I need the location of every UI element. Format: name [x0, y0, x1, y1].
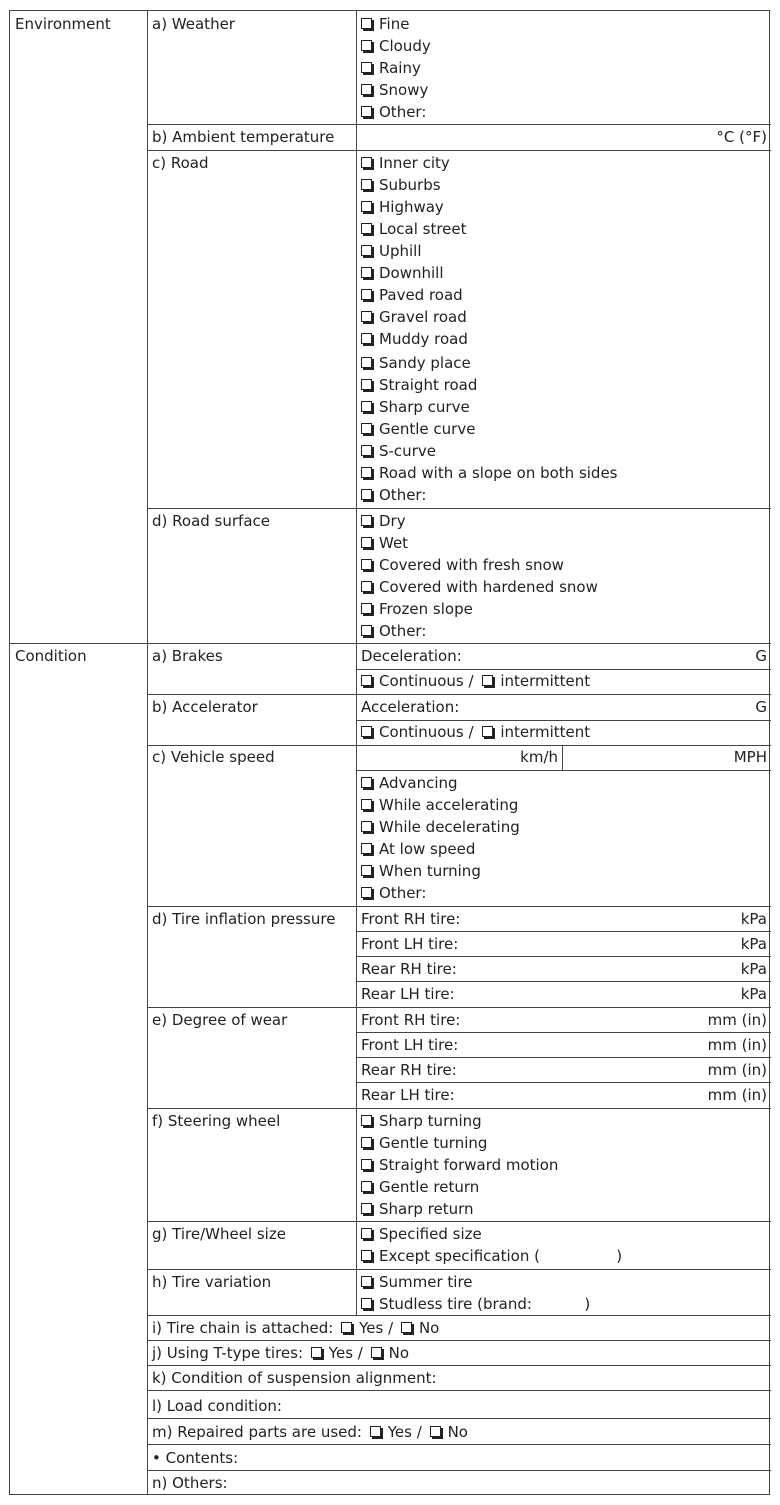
- yes-checkbox[interactable]: [370, 1426, 381, 1437]
- checkbox[interactable]: [361, 423, 372, 434]
- vehicle-speed-label: c) Vehicle speed: [152, 748, 275, 766]
- wear-rear-lh-field[interactable]: [357, 1083, 770, 1107]
- checkbox[interactable]: [361, 821, 372, 832]
- accelerator-label: b) Accelerator: [152, 698, 258, 716]
- checkbox[interactable]: [361, 289, 372, 300]
- tire-label: Rear RH tire:: [361, 1061, 457, 1079]
- inspection-form-table: [9, 10, 770, 1495]
- row-divider: [147, 1221, 771, 1222]
- road-option[interactable]: Paved road: [361, 284, 463, 306]
- wear-unit: mm (in): [707, 1061, 767, 1079]
- row-divider: [147, 1444, 771, 1445]
- wear-unit: mm (in): [707, 1036, 767, 1054]
- weather-option[interactable]: Other:: [361, 101, 426, 123]
- checkbox[interactable]: [361, 157, 372, 168]
- road-option[interactable]: S-curve: [361, 440, 436, 462]
- checkbox[interactable]: [361, 357, 372, 368]
- steering-option[interactable]: Sharp return: [361, 1198, 474, 1220]
- row-divider: [147, 1340, 771, 1341]
- brakes-label: a) Brakes: [152, 647, 223, 665]
- road-surface-label: d) Road surface: [152, 512, 270, 530]
- road-option[interactable]: Sharp curve: [361, 396, 470, 418]
- weather-option[interactable]: Snowy: [361, 79, 428, 101]
- suspension-alignment-label: k) Condition of suspension alignment:: [152, 1369, 437, 1387]
- vehicle-speed-option[interactable]: Other:: [361, 882, 426, 904]
- vehicle-speed-option[interactable]: At low speed: [361, 838, 475, 860]
- checkbox[interactable]: [361, 333, 372, 344]
- checkbox[interactable]: [361, 1276, 372, 1287]
- pressure-unit: kPa: [740, 935, 767, 953]
- tire-label: Front LH tire:: [361, 1036, 459, 1054]
- vehicle-speed-option[interactable]: When turning: [361, 860, 481, 882]
- road-surface-option[interactable]: Covered with fresh snow: [361, 554, 564, 576]
- row-divider: [147, 1470, 771, 1471]
- road-option[interactable]: Road with a slope on both sides: [361, 462, 618, 484]
- steering-wheel-label: f) Steering wheel: [152, 1112, 281, 1130]
- checkbox[interactable]: [361, 887, 372, 898]
- wear-front-lh-field[interactable]: [357, 1033, 770, 1057]
- checkbox[interactable]: [361, 40, 372, 51]
- checkbox[interactable]: [361, 515, 372, 526]
- checkbox[interactable]: [361, 489, 372, 500]
- checkbox[interactable]: [361, 1159, 372, 1170]
- tire-pressure-label: d) Tire inflation pressure: [152, 910, 336, 928]
- checkbox[interactable]: [361, 18, 372, 29]
- row-divider: [147, 1108, 771, 1109]
- row-divider: [147, 1269, 771, 1270]
- others-label: n) Others:: [152, 1474, 228, 1492]
- checkbox[interactable]: [361, 1298, 372, 1309]
- vehicle-speed-option[interactable]: While accelerating: [361, 794, 518, 816]
- row-divider: [147, 1315, 771, 1316]
- checkbox[interactable]: [361, 581, 372, 592]
- road-surface-option[interactable]: Other:: [361, 620, 426, 642]
- checkbox[interactable]: [361, 625, 372, 636]
- no-checkbox[interactable]: [401, 1322, 412, 1333]
- tire-wheel-size-label: g) Tire/Wheel size: [152, 1225, 286, 1243]
- checkbox[interactable]: [361, 401, 372, 412]
- checkbox[interactable]: [361, 379, 372, 390]
- tire-variation-label: h) Tire variation: [152, 1273, 272, 1291]
- weather-option[interactable]: Cloudy: [361, 35, 431, 57]
- weather-label: a) Weather: [152, 15, 235, 33]
- checkbox[interactable]: [361, 799, 372, 810]
- yes-checkbox[interactable]: [311, 1347, 322, 1358]
- tire-variation-option[interactable]: Studless tire (brand: ): [361, 1293, 590, 1315]
- road-option[interactable]: Sandy place: [361, 352, 471, 374]
- section-label-environment: Environment: [15, 15, 111, 33]
- section-label-condition: Condition: [15, 647, 87, 665]
- steering-option[interactable]: Sharp turning: [361, 1110, 482, 1132]
- road-option[interactable]: Inner city: [361, 152, 450, 174]
- column-divider: [147, 11, 148, 1495]
- road-label: c) Road: [152, 154, 209, 172]
- tire-size-option[interactable]: Specified size: [361, 1223, 482, 1245]
- checkbox[interactable]: [361, 1181, 372, 1192]
- repaired-parts-row: [152, 1421, 468, 1443]
- wear-rear-rh-field[interactable]: [357, 1058, 770, 1082]
- steering-option[interactable]: Straight forward motion: [361, 1154, 558, 1176]
- vehicle-speed-option[interactable]: While decelerating: [361, 816, 520, 838]
- checkbox[interactable]: [361, 106, 372, 117]
- checkbox[interactable]: [361, 1115, 372, 1126]
- checkbox[interactable]: [361, 245, 372, 256]
- no-checkbox[interactable]: [371, 1347, 382, 1358]
- road-surface-option[interactable]: Wet: [361, 532, 408, 554]
- no-label: No: [388, 1344, 410, 1362]
- no-label: No: [418, 1319, 440, 1337]
- tire-chain-row: [152, 1317, 439, 1339]
- road-option[interactable]: Straight road: [361, 374, 477, 396]
- speed-kmh-field[interactable]: [357, 746, 562, 770]
- checkbox[interactable]: [361, 467, 372, 478]
- brakes-mode: Continuous / intermittent: [361, 670, 590, 692]
- accelerator-mode: Continuous / intermittent: [361, 721, 590, 743]
- tire-label: Front RH tire:: [361, 1011, 461, 1029]
- checkbox[interactable]: [361, 201, 372, 212]
- steering-option[interactable]: Gentle turning: [361, 1132, 487, 1154]
- yes-label: Yes /: [387, 1423, 422, 1441]
- steering-option[interactable]: Gentle return: [361, 1176, 479, 1198]
- no-checkbox[interactable]: [430, 1426, 441, 1437]
- checkbox[interactable]: [361, 865, 372, 876]
- checkbox[interactable]: [361, 1137, 372, 1148]
- acceleration-unit: G: [755, 698, 767, 716]
- checkbox[interactable]: [361, 559, 372, 570]
- row-divider: [147, 508, 771, 509]
- tire-label: Rear RH tire:: [361, 960, 457, 978]
- continuous-checkbox[interactable]: [361, 726, 372, 737]
- yes-label: Yes /: [328, 1344, 363, 1362]
- row-divider: [147, 1365, 771, 1366]
- pressure-unit: kPa: [740, 960, 767, 978]
- pressure-unit: kPa: [740, 910, 767, 928]
- road-option[interactable]: Muddy road: [361, 328, 468, 350]
- road-surface-option[interactable]: Frozen slope: [361, 598, 473, 620]
- speed-mph-unit: MPH: [733, 748, 767, 766]
- t-type-row: [152, 1342, 409, 1364]
- checkbox[interactable]: [361, 1228, 372, 1239]
- acceleration-label: Acceleration:: [361, 698, 460, 716]
- weather-option[interactable]: Fine: [361, 13, 409, 35]
- road-option[interactable]: Highway: [361, 196, 444, 218]
- ambient-temperature-label: b) Ambient temperature: [152, 128, 335, 146]
- wear-unit: mm (in): [707, 1086, 767, 1104]
- checkbox[interactable]: [361, 179, 372, 190]
- acceleration-field[interactable]: [357, 695, 770, 719]
- checkbox[interactable]: [361, 84, 372, 95]
- checkbox[interactable]: [361, 777, 372, 788]
- tire-chain-label: i) Tire chain is attached:: [152, 1319, 334, 1337]
- tire-label: Front RH tire:: [361, 910, 461, 928]
- row-divider: [356, 770, 771, 771]
- road-option[interactable]: Downhill: [361, 262, 444, 284]
- wear-unit: mm (in): [707, 1011, 767, 1029]
- pressure-unit: kPa: [740, 985, 767, 1003]
- tire-label: Rear LH tire:: [361, 985, 455, 1003]
- road-option[interactable]: Local street: [361, 218, 467, 240]
- checkbox[interactable]: [361, 445, 372, 456]
- degree-of-wear-label: e) Degree of wear: [152, 1011, 288, 1029]
- yes-checkbox[interactable]: [341, 1322, 352, 1333]
- deceleration-unit: G: [755, 647, 767, 665]
- continuous-checkbox[interactable]: [361, 675, 372, 686]
- row-divider: [147, 1390, 771, 1391]
- intermittent-checkbox[interactable]: [482, 675, 493, 686]
- repaired-parts-label: m) Repaired parts are used:: [152, 1423, 362, 1441]
- yes-label: Yes /: [359, 1319, 394, 1337]
- checkbox[interactable]: [361, 311, 372, 322]
- speed-kmh-unit: km/h: [520, 748, 558, 766]
- checkbox[interactable]: [361, 1250, 372, 1261]
- temperature-unit: °C (°F): [716, 128, 767, 146]
- checkbox[interactable]: [361, 223, 372, 234]
- checkbox[interactable]: [361, 62, 372, 73]
- row-divider: [147, 1418, 771, 1419]
- deceleration-field[interactable]: [357, 644, 770, 668]
- row-divider: [147, 150, 771, 151]
- tire-label: Front LH tire:: [361, 935, 459, 953]
- road-option[interactable]: Uphill: [361, 240, 422, 262]
- checkbox[interactable]: [361, 537, 372, 548]
- weather-option[interactable]: Rainy: [361, 57, 421, 79]
- checkbox[interactable]: [361, 267, 372, 278]
- t-type-label: j) Using T-type tires:: [152, 1344, 304, 1362]
- pressure-rear-rh-field[interactable]: [357, 957, 770, 981]
- pressure-front-rh-field[interactable]: [357, 907, 770, 931]
- intermittent-checkbox[interactable]: [482, 726, 493, 737]
- no-label: No: [447, 1423, 468, 1441]
- checkbox[interactable]: [361, 1203, 372, 1214]
- tire-size-option[interactable]: Except specification ( ): [361, 1245, 622, 1267]
- road-option[interactable]: Other:: [361, 484, 426, 506]
- checkbox[interactable]: [361, 843, 372, 854]
- road-option[interactable]: Suburbs: [361, 174, 441, 196]
- contents-label: • Contents:: [152, 1449, 239, 1467]
- pressure-front-lh-field[interactable]: [357, 932, 770, 956]
- road-surface-option[interactable]: Dry: [361, 510, 406, 532]
- load-condition-label: l) Load condition:: [152, 1397, 282, 1415]
- deceleration-label: Deceleration:: [361, 647, 462, 665]
- tire-variation-option[interactable]: Summer tire: [361, 1271, 473, 1293]
- tire-label: Rear LH tire:: [361, 1086, 455, 1104]
- road-surface-option[interactable]: Covered with hardened snow: [361, 576, 598, 598]
- pressure-rear-lh-field[interactable]: [357, 982, 770, 1006]
- road-option[interactable]: Gravel road: [361, 306, 467, 328]
- road-option[interactable]: Gentle curve: [361, 418, 475, 440]
- wear-front-rh-field[interactable]: [357, 1008, 770, 1032]
- ambient-temperature-field[interactable]: [357, 125, 770, 149]
- vehicle-speed-option[interactable]: Advancing: [361, 772, 458, 794]
- checkbox[interactable]: [361, 603, 372, 614]
- speed-mph-field[interactable]: [563, 746, 770, 770]
